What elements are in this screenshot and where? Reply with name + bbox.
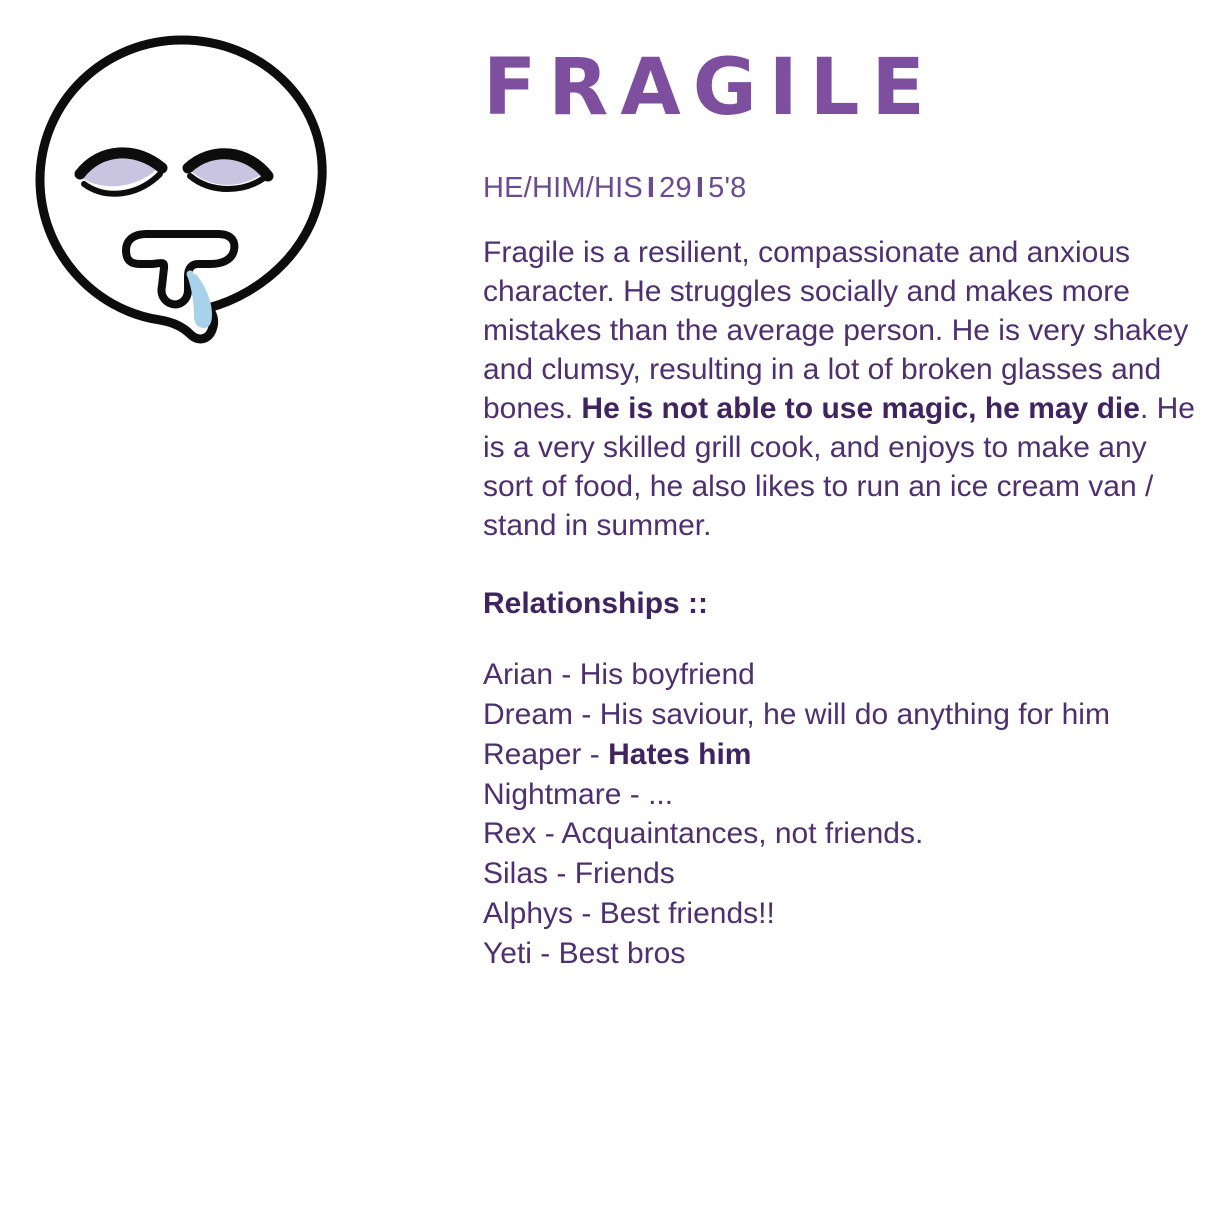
relationship-name: Rex bbox=[483, 817, 537, 851]
bio-text-bold: He is not able to use magic, he may die bbox=[581, 391, 1140, 425]
relationship-name: Dream bbox=[483, 697, 574, 731]
relationship-name: Arian bbox=[483, 657, 554, 691]
list-item bbox=[483, 655, 1183, 695]
relationship-desc: Best friends!! bbox=[599, 897, 775, 931]
relationship-desc: ... bbox=[648, 777, 674, 811]
list-item bbox=[483, 854, 1183, 894]
pronouns-text: HE/HIM/HIS bbox=[483, 171, 643, 204]
page-title: FRAGILE bbox=[483, 43, 937, 133]
relationship-name: Nightmare bbox=[483, 777, 622, 811]
relationship-dash: - bbox=[556, 857, 567, 891]
profile-content bbox=[483, 43, 1195, 974]
list-item bbox=[483, 934, 1183, 974]
relationship-dash: - bbox=[581, 697, 592, 731]
relationship-dash: - bbox=[561, 657, 572, 691]
relationship-dash: - bbox=[629, 777, 640, 811]
relationship-dash: - bbox=[581, 897, 592, 931]
meta-separator-1: I bbox=[646, 171, 656, 204]
relationships-list bbox=[483, 655, 1183, 974]
relationship-desc: Best bros bbox=[558, 937, 686, 971]
height-text: 5'8 bbox=[708, 171, 747, 204]
relationships-heading: Relationships :: bbox=[483, 586, 709, 620]
list-item bbox=[483, 775, 1183, 815]
relationship-name: Alphys bbox=[483, 897, 574, 931]
relationship-dash: - bbox=[540, 937, 551, 971]
character-meta bbox=[483, 172, 1195, 205]
relationship-desc-bold: Hates him bbox=[608, 737, 752, 771]
meta-separator-2: I bbox=[695, 171, 705, 204]
relationship-name: Reaper bbox=[483, 737, 582, 771]
list-item bbox=[483, 814, 1183, 854]
relationship-name: Silas bbox=[483, 857, 549, 891]
bio-text-part-1: Fragile is a resilient, compassionate and anxious character. He struggles socially and makes more mistakes than the average person. He is very shakey and clumsy, resulting in a lot of broken glasses and bones. bbox=[483, 235, 1189, 425]
list-item bbox=[483, 695, 1183, 735]
list-item bbox=[483, 894, 1183, 934]
age-text: 29 bbox=[659, 171, 692, 204]
character-bio bbox=[483, 233, 1195, 545]
relationship-dash: - bbox=[544, 817, 555, 851]
relationship-desc: His boyfriend bbox=[579, 657, 755, 691]
relationship-name: Yeti bbox=[483, 937, 532, 971]
relationship-desc: Acquaintances, not friends. bbox=[561, 817, 924, 851]
relationship-dash: - bbox=[589, 737, 600, 771]
relationship-desc: His saviour, he will do anything for him bbox=[599, 697, 1110, 731]
list-item bbox=[483, 735, 1183, 775]
bio-text-part-2: . He is a very skilled grill cook, and enjoys to make any sort of food, he also likes to run an ice cream van / stand in summer. bbox=[483, 391, 1195, 542]
crying-drooling-face-icon bbox=[22, 28, 342, 348]
relationship-desc: Friends bbox=[574, 857, 675, 891]
